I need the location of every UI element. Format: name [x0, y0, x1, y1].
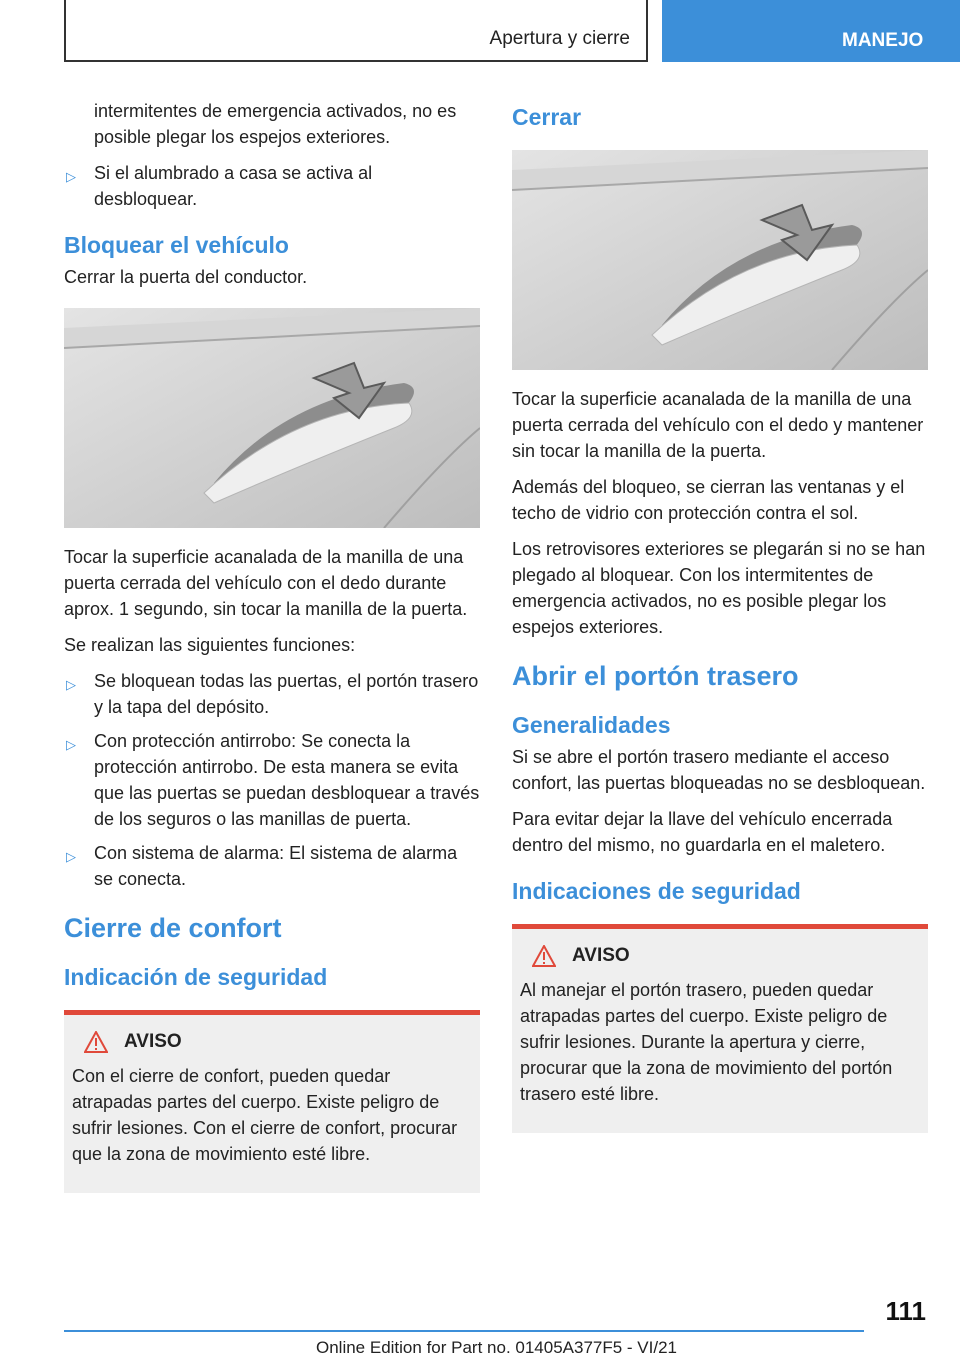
right-column [512, 98, 928, 1133]
warning-box [64, 1010, 480, 1193]
touch-instruction: Tocar la superficie acanalada de la manilla de una puerta cerrada del vehículo con el dedo y mantener sin tocar la manilla de la puerta. [512, 389, 924, 461]
list-item-text: Se bloquean todas las puertas, el portón trasero y la tapa del depósito. [94, 671, 479, 717]
general-text-2: Para evitar dejar la llave del vehículo encerrada dentro del mismo, no guardarla en el maletero. [512, 809, 893, 855]
header-left-box [64, 0, 648, 62]
safety-note-heading: Indicación de seguridad [64, 964, 328, 990]
functions-intro: Se realizan las siguientes funciones: [64, 635, 356, 655]
open-tailgate-heading: Abrir el portón trasero [512, 661, 799, 691]
triangle-bullet-icon: ▷ [66, 849, 76, 864]
triangle-bullet-icon: ▷ [66, 677, 76, 692]
list-item-text: Si el alumbrado a casa se activa al desbloquear. [94, 163, 373, 209]
footer-divider [64, 1330, 864, 1332]
door-handle-illustration [512, 150, 928, 370]
warning-triangle-icon [532, 945, 556, 967]
triangle-bullet-icon: ▷ [66, 169, 76, 184]
lock-vehicle-text: Cerrar la puerta del conductor. [64, 267, 308, 287]
touch-instruction: Tocar la superficie acanalada de la manilla de una puerta cerrada del vehículo con el dedo durante aprox. 1 segundo, sin tocar la manilla de la puerta. [64, 547, 468, 619]
close-heading: Cerrar [512, 104, 582, 130]
chapter-title: MANEJO [842, 30, 924, 51]
list-item [64, 728, 480, 832]
warning-text: Con el cierre de confort, pueden quedar atrapadas partes del cuerpo. Existe peligro de sufrir lesiones. Con el cierre de confort, procurar que la zona de movimiento esté libre. [72, 1066, 458, 1164]
edition-note: Online Edition for Part no. 01405A377F5 - VI/21 [316, 1338, 678, 1357]
warning-title: AVISO [572, 945, 630, 966]
section-title: Apertura y cierre [489, 28, 630, 49]
page-number: 111 [885, 1296, 926, 1326]
chapter-tab [662, 0, 960, 62]
door-handle-illustration [64, 308, 480, 528]
warning-header [520, 943, 920, 969]
comfort-close-heading: Cierre de confort [64, 913, 282, 943]
door-handle-photo [64, 308, 480, 528]
list-item [64, 160, 480, 212]
list-item-text: Con protección antirrobo: Se conecta la protección antirrobo. De esta manera se evita que las puertas se puedan desbloquear a través de los seguros o las manillas de puerta. [94, 731, 480, 829]
list-item [64, 668, 480, 720]
functions-list [64, 668, 480, 892]
lock-vehicle-heading: Bloquear el vehículo [64, 232, 289, 258]
general-text-1: Si se abre el portón trasero mediante el acceso confort, las puertas bloqueadas no se desbloquean. [512, 747, 926, 793]
list-item [64, 840, 480, 892]
lock-details-text: Además del bloqueo, se cierran las ventanas y el techo de vidrio con protección contra el sol. [512, 477, 905, 523]
left-column [64, 98, 480, 1193]
list-item-text: Con sistema de alarma: El sistema de alarma se conecta. [94, 843, 458, 889]
general-heading: Generalidades [512, 712, 671, 738]
warning-title: AVISO [124, 1031, 182, 1052]
continued-paragraph: intermitentes de emergencia activados, no es posible plegar los espejos exteriores. [94, 101, 457, 147]
safety-instructions-heading: Indicaciones de seguridad [512, 878, 801, 904]
triangle-bullet-icon: ▷ [66, 737, 76, 752]
mirrors-text: Los retrovisores exteriores se plegarán si no se han plegado al bloquear. Con los intermitentes de emergencia activados, no es posible plegar los espejos exteriores. [512, 539, 926, 637]
door-handle-photo [512, 150, 928, 370]
continued-list [64, 160, 480, 212]
warning-triangle-icon [84, 1031, 108, 1053]
warning-text: Al manejar el portón trasero, pueden quedar atrapadas partes del cuerpo. Existe peligro de sufrir lesiones. Durante la apertura y cierre, procurar que la zona de movimiento del portón trasero esté libre. [520, 980, 893, 1104]
warning-box [512, 924, 928, 1133]
warning-header [72, 1029, 472, 1055]
